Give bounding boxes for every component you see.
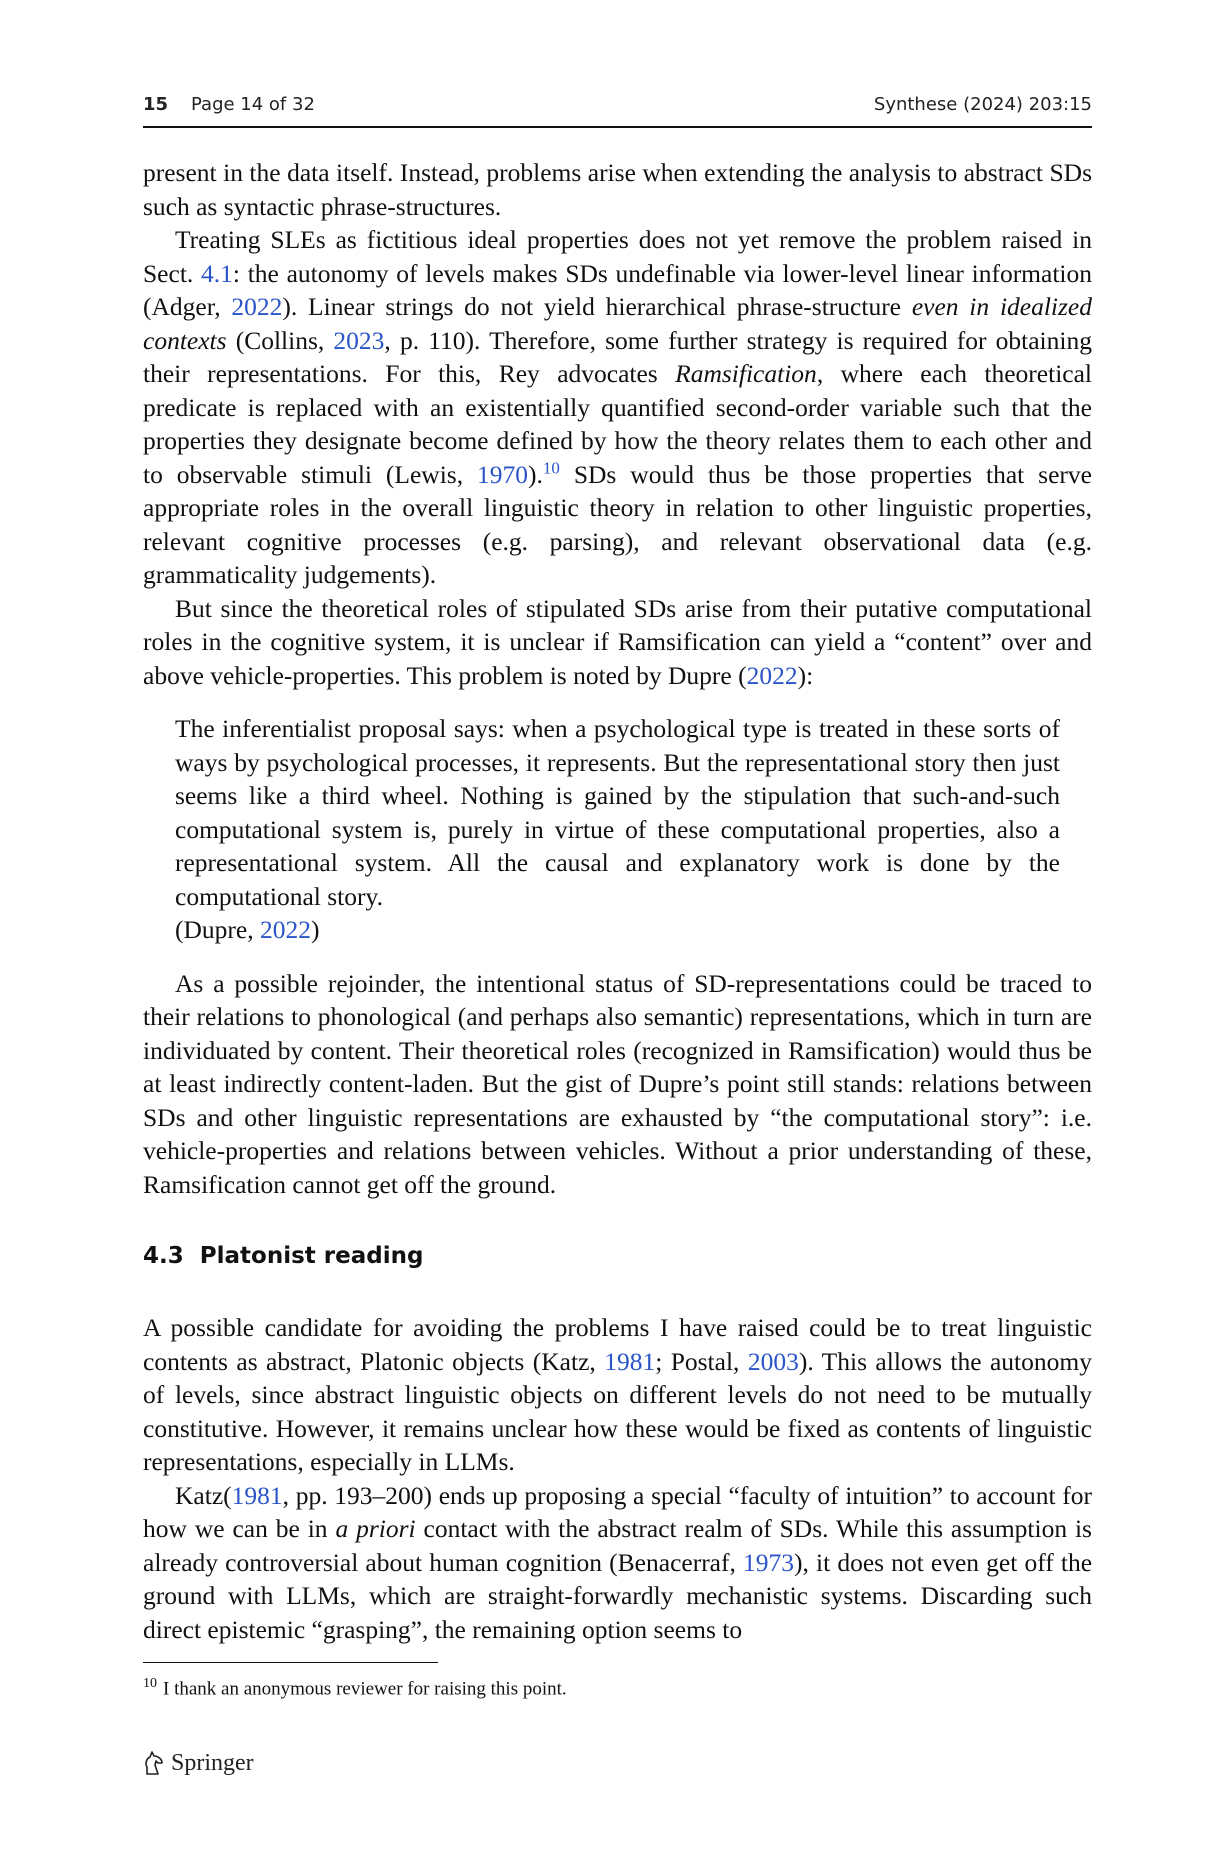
citation-link[interactable]: 1973 (743, 1547, 795, 1577)
citation-link[interactable]: 2022 (231, 292, 283, 321)
footnote (143, 1676, 567, 1700)
publisher-logo (143, 1746, 254, 1780)
paragraph-platonist: A possible candidate for avoiding the problems I have raised could be to treat linguistic contents as abstract, Platonic objects (Katz, 1981; Postal, 2003). This allows the autonomy of levels, since abstract linguistic objects on different levels do not need to be mutually constitutive. However, it remains unclear how these would be fixed as contents of linguistic representations, especially in LLMs. (143, 1313, 1092, 1476)
page-number: 15 (143, 94, 169, 115)
citation-link[interactable]: 1981 (604, 1346, 656, 1376)
quote-text: The inferentialist proposal says: when a psychological type is treated in these sorts of ways by psychological processes, it represents. But the representational story then just seems like a third wheel. Nothing is gained by the stipulation that such-and-such computational system is, purely in virtue of these computational properties, also a representational system. All the causal and explanatory work is done by the computational story. (175, 714, 1060, 911)
citation-link[interactable]: 1970 (477, 459, 529, 489)
section-heading (143, 1241, 1092, 1271)
springer-horse-icon (143, 1750, 165, 1776)
paragraph-dupre-intro: But since the theoretical roles of stipulated SDs arise from their putative computational roles in the cognitive system, it is unclear if Ramsification can yield a “content” over and above vehicle-properties. This problem is noted by Dupre (2022): (143, 593, 1092, 690)
section-link[interactable]: 4.1 (201, 258, 233, 288)
citation-link[interactable]: 2023 (333, 325, 385, 355)
citation-link[interactable]: 1981 (231, 1480, 283, 1510)
quote-citation: (Dupre, 2022) (175, 915, 320, 944)
footnote-marker-link[interactable]: 10 (542, 458, 560, 477)
page-label: Page 14 of 32 (191, 94, 315, 115)
article-body (143, 156, 1092, 1646)
paragraph-ramsification: Treating SLEs as fictitious ideal properties does not yet remove the problem raised in Sect. 4.1: the autonomy of levels makes SDs undefinable via lower-level linear information (Adger, 2022). Linear strings do not yield hierarchical phrase-structure even in idealized contexts (Collins, 2023, p. 110). Therefore, some further strategy is required for obtaining their representations. For this, Rey advocates Ramsification, where each theoretical predicate is replaced with an existentially quantified second-order variable such that the properties they designate become defined by how the theory relates them to each other and to observable stimuli (Lewis, 1970).$^{10}$ SDs would thus be those properties that serve appropriate roles in the overall linguistic theory in relation to other linguistic properties, relevant cognitive processes (e.g. parsing), and relevant observational data (e.g. grammaticality judgements). (143, 225, 1093, 589)
paragraph-continued: present in the data itself. Instead, problems arise when extending the analysis to abstract SDs such as syntactic phrase-structures. (143, 158, 1092, 221)
block-quote (175, 712, 1060, 947)
footnote-rule (143, 1662, 438, 1663)
emphasis-text: even in idealized contexts (143, 292, 1093, 355)
paragraph-katz: Katz(1981, pp. 193–200) ends up proposing a special “faculty of intuition” to account for how we can be in a priori contact with the abstract realm of SDs. While this assumption is already controversial about human cognition (Benacerraf, 1973), it does not even get off the ground with LLMs, which are straight-forwardly mechanistic systems. Discarding such direct epistemic “grasping”, the remaining option seems to (143, 1480, 1093, 1644)
citation-link[interactable]: 2003 (747, 1346, 799, 1376)
emphasis-text: a priori (335, 1514, 416, 1543)
running-header (143, 90, 1092, 118)
journal-citation: Synthese (2024) 203:15 (873, 94, 1092, 115)
section-number: 4.3 (143, 1243, 184, 1269)
section-title: Platonist reading (199, 1243, 424, 1269)
footnote-number: 10 (143, 1676, 157, 1691)
citation-link[interactable]: 2022 (259, 915, 311, 944)
header-rule (143, 126, 1092, 128)
footnote-text: I thank an anonymous reviewer for raising this point. (163, 1678, 567, 1700)
emphasis-text: Ramsification (675, 359, 817, 388)
paragraph-rejoinder: As a possible rejoinder, the intentional status of SD-representations could be traced to their relations to phonological (and perhaps also semantic) representations, which in turn are individuated by content. Their theoretical roles (recognized in Ramsification) would thus be at least indirectly content-laden. But the gist of Dupre’s point still stands: relations between SDs and other linguistic representations are exhausted by “the computational story”: i.e. vehicle-properties and relations between vehicles. Without a prior understanding of these, Ramsification cannot get off the ground. (143, 968, 1092, 1199)
citation-link[interactable]: 2022 (746, 660, 798, 690)
publisher-name: Springer (171, 1749, 254, 1776)
